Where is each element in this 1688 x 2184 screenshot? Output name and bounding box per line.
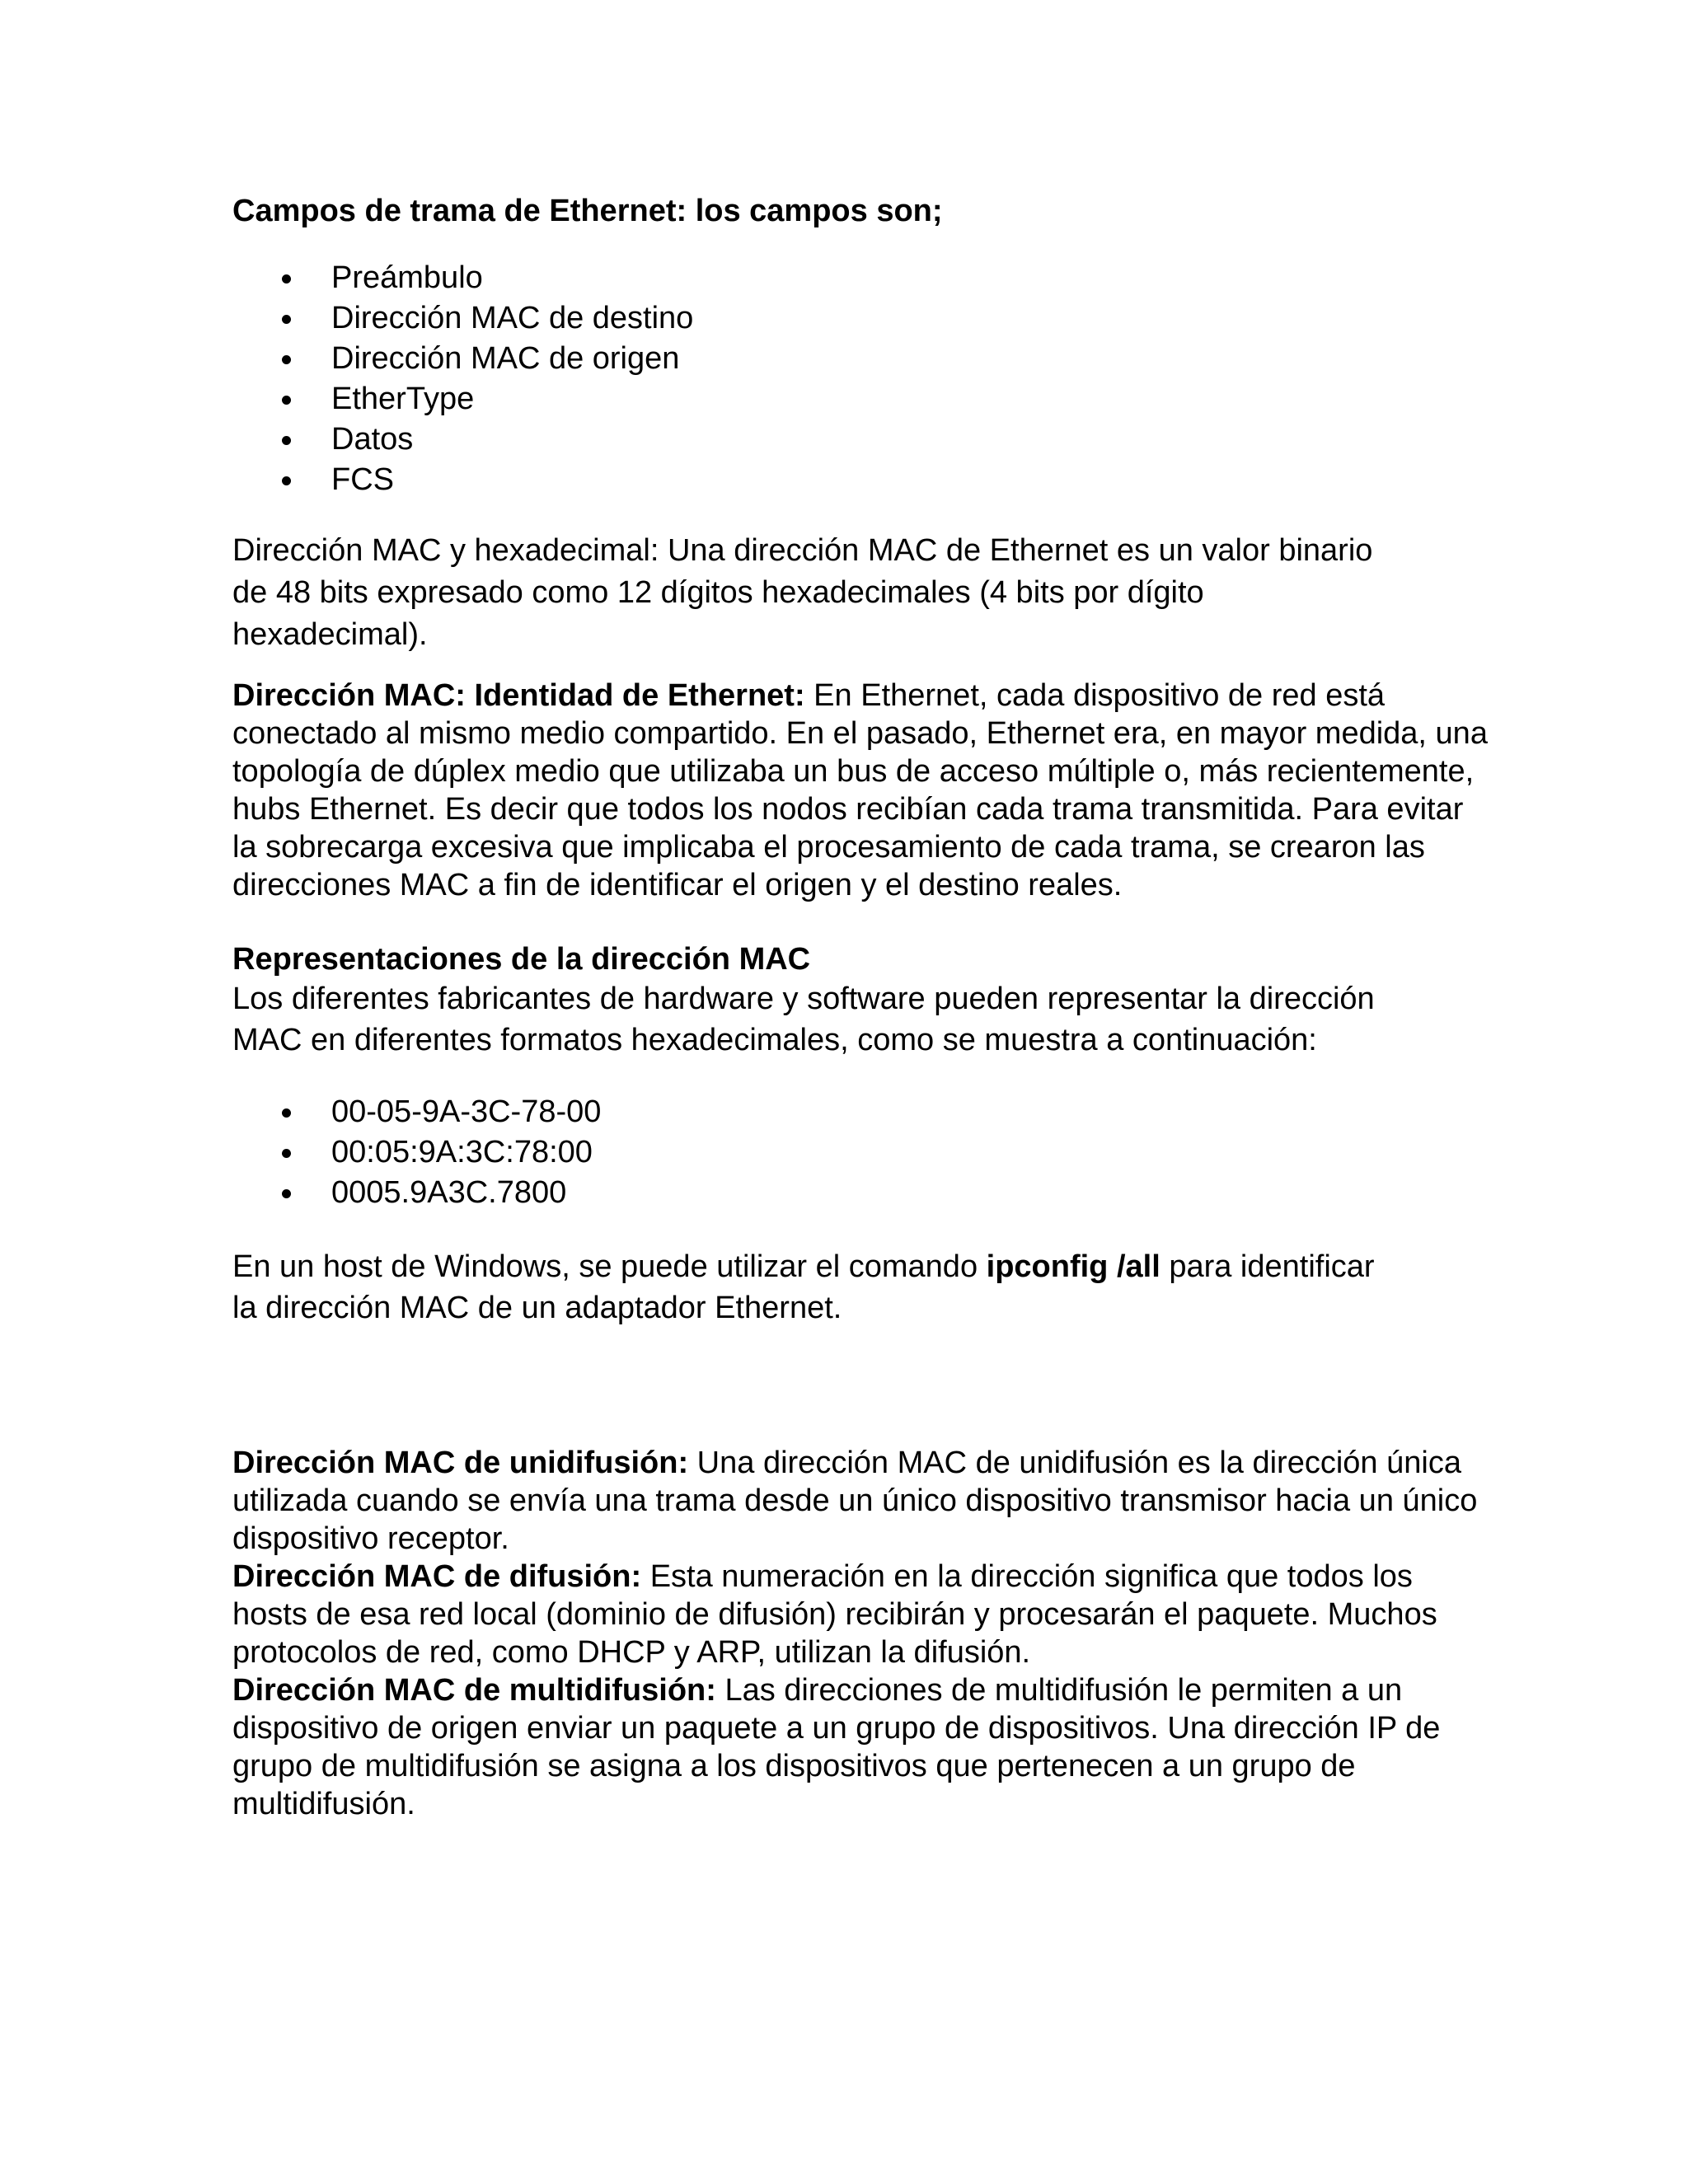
bullet-icon bbox=[282, 1149, 291, 1158]
multicast-paragraph: Dirección MAC de multidifusión: Las direcciones de multidifusión le permiten a un dispositivo de origen enviar un paquete a un grupo de dispositivos. Una dirección IP de grupo de multidifusión se asigna a los dispositivos que pertenecen a un grupo de multidifusión. bbox=[232, 1673, 1441, 1821]
bullet-icon bbox=[282, 315, 291, 324]
command-text: ipconfig /all bbox=[986, 1249, 1160, 1284]
list-item: Datos bbox=[232, 419, 1493, 460]
unicast-paragraph: Dirección MAC de unidifusión: Una dirección MAC de unidifusión es la dirección única utilizada cuando se envía una trama desde un único dispositivo transmisor hacia un único dispositivo receptor. bbox=[232, 1446, 1478, 1556]
list-item: Preámbulo bbox=[232, 258, 1493, 298]
mac-types-section bbox=[232, 1444, 1493, 1823]
mac-representations-heading: Representaciones de la dirección MAC bbox=[232, 942, 811, 977]
broadcast-paragraph: Dirección MAC de difusión: Esta numeración en la dirección significa que todos los hosts de esa red local (dominio de difusión) recibirán y procesarán el paquete. Muchos protocolos de red, como DHCP y ARP, utilizan la difusión. bbox=[232, 1559, 1437, 1670]
mac-representations-paragraph: Los diferentes fabricantes de hardware y software pueden representar la dirección MAC en diferentes formatos hexadecimales, como se muestra a continuación: bbox=[232, 982, 1375, 1057]
frame-fields-list bbox=[232, 258, 1493, 500]
list-item: 00-05-9A-3C-78-00 bbox=[232, 1092, 1493, 1132]
bullet-icon bbox=[282, 274, 291, 284]
mac-formats-list bbox=[232, 1092, 1493, 1213]
bullet-icon bbox=[282, 1108, 291, 1118]
section-title-frame-fields: Campos de trama de Ethernet: los campos son; bbox=[232, 194, 943, 228]
ipconfig-paragraph: En un host de Windows, se puede utilizar el comando ipconfig /all para identificar la dirección MAC de un adaptador Ethernet. bbox=[232, 1249, 1375, 1325]
mac-identity-paragraph: Dirección MAC: Identidad de Ethernet: En Ethernet, cada dispositivo de red está conectado al mismo medio compartido. En el pasado, Ethernet era, en mayor medida, una topología de dúplex medio que utilizaba un bus de acceso múltiple o, más recientemente, hubs Ethernet. Es decir que todos los nodos recibían cada trama transmitida. Para evitar la sobrecarga excesiva que implicaba el procesamiento de cada trama, se crearon las direcciones MAC a fin de identificar el origen y el destino reales. bbox=[232, 678, 1488, 902]
bullet-icon bbox=[282, 476, 291, 485]
bullet-icon bbox=[282, 1189, 291, 1198]
bullet-icon bbox=[282, 396, 291, 405]
list-item: 0005.9A3C.7800 bbox=[232, 1173, 1493, 1213]
bullet-icon bbox=[282, 355, 291, 364]
list-item: 00:05:9A:3C:78:00 bbox=[232, 1132, 1493, 1173]
list-item: Dirección MAC de destino bbox=[232, 298, 1493, 339]
list-item: Dirección MAC de origen bbox=[232, 339, 1493, 379]
list-item: FCS bbox=[232, 460, 1493, 500]
mac-hex-paragraph: Dirección MAC y hexadecimal: Una dirección MAC de Ethernet es un valor binario de 48 bits expresado como 12 dígitos hexadecimales (4 bits por dígito hexadecimal). bbox=[232, 533, 1373, 652]
document-page bbox=[232, 183, 1493, 1823]
list-item: EtherType bbox=[232, 379, 1493, 419]
bullet-icon bbox=[282, 436, 291, 445]
